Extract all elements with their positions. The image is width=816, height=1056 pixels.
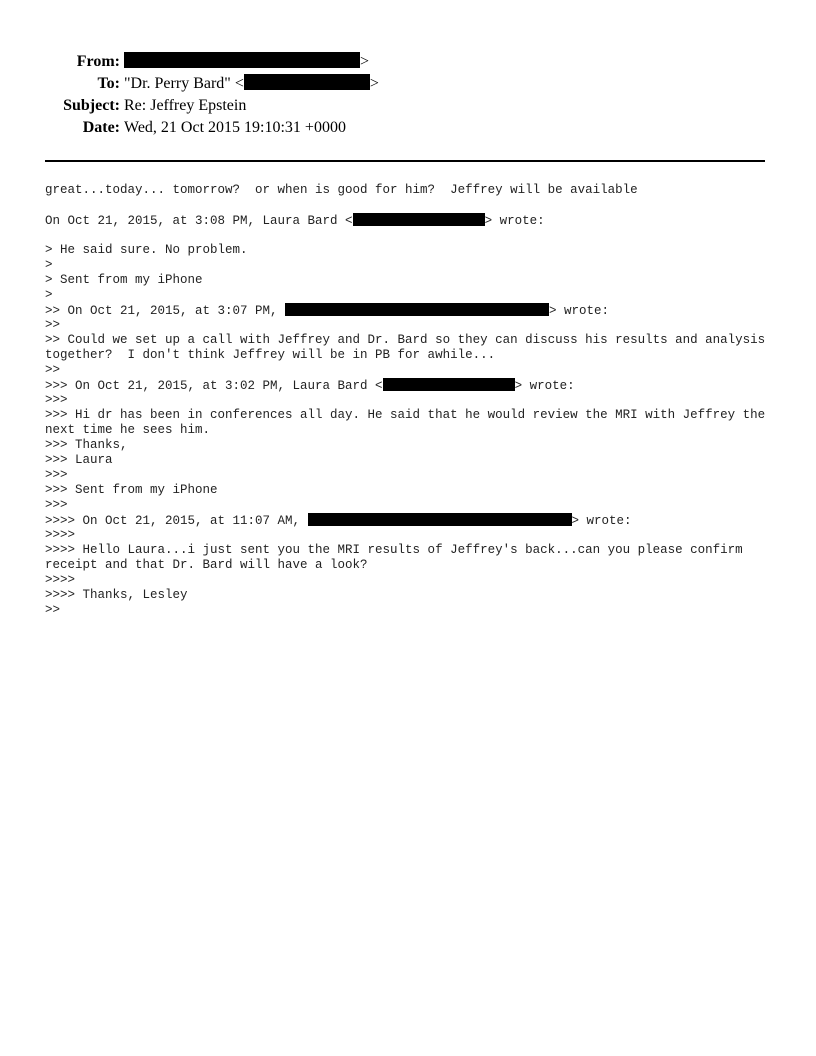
quoted-line: > xyxy=(45,288,53,302)
date-value: Wed, 21 Oct 2015 19:10:31 +0000 xyxy=(124,119,346,136)
quoted-line: >>> xyxy=(45,498,68,512)
to-row xyxy=(0,74,816,94)
to-label: To: xyxy=(97,75,120,92)
reply-header-prefix: On Oct 21, 2015, at 3:08 PM, Laura Bard < xyxy=(45,214,353,228)
email-body xyxy=(45,183,780,618)
body-line: great...today... tomorrow? or when is good for him? Jeffrey will be available xyxy=(45,183,638,197)
redaction-block xyxy=(308,513,572,526)
to-name: "Dr. Perry Bard" < xyxy=(124,75,244,92)
from-suffix: > xyxy=(360,53,370,70)
quoted-line: >>>> xyxy=(45,528,76,542)
to-suffix: > xyxy=(369,75,379,92)
quoted-line: >> xyxy=(45,603,61,617)
date-row xyxy=(0,118,816,138)
quoted-header-prefix: >>>> On Oct 21, 2015, at 11:07 AM, xyxy=(45,514,308,528)
quoted-header-line xyxy=(45,378,780,393)
blank-line xyxy=(45,228,780,243)
blank-line xyxy=(45,198,780,213)
quoted-line: >>> Laura xyxy=(45,453,113,467)
redaction-block xyxy=(244,74,370,90)
quoted-line: >>>> Thanks, Lesley xyxy=(45,588,188,602)
quoted-header-suffix: > wrote: xyxy=(571,514,632,528)
redaction-block xyxy=(124,52,360,68)
quoted-line: >>> xyxy=(45,468,68,482)
subject-value: Re: Jeffrey Epstein xyxy=(124,97,247,114)
from-label: From: xyxy=(76,53,120,70)
quoted-line: >>>> Hello Laura...i just sent you the MRI results of Jeffrey's back...can you please confirm receipt and that Dr. Bard will have a look? xyxy=(45,543,751,572)
quoted-header-prefix: >>> On Oct 21, 2015, at 3:02 PM, Laura Bard < xyxy=(45,379,383,393)
quoted-line: >>>> xyxy=(45,573,76,587)
quoted-line: > xyxy=(45,258,53,272)
quoted-line: >>> Hi dr has been in conferences all day. He said that he would review the MRI with Jeffrey the next time he sees him. xyxy=(45,408,773,437)
quoted-header-line xyxy=(45,513,780,528)
quoted-line: > Sent from my iPhone xyxy=(45,273,203,287)
from-row xyxy=(0,52,816,72)
quoted-line: >>> Sent from my iPhone xyxy=(45,483,218,497)
quoted-line: >>> Thanks, xyxy=(45,438,128,452)
quoted-header-prefix: >> On Oct 21, 2015, at 3:07 PM, xyxy=(45,304,286,318)
header-divider xyxy=(45,160,765,162)
redaction-block xyxy=(353,213,485,226)
redaction-block xyxy=(383,378,515,391)
subject-label: Subject: xyxy=(63,97,120,114)
quoted-line: > He said sure. No problem. xyxy=(45,243,248,257)
quoted-header-line xyxy=(45,303,780,318)
date-label: Date: xyxy=(82,119,120,136)
quoted-line: >> xyxy=(45,363,61,377)
quoted-line: >> xyxy=(45,318,61,332)
to-value xyxy=(124,74,379,94)
from-value xyxy=(124,52,369,72)
redaction-block xyxy=(285,303,549,316)
quoted-line: >> Could we set up a call with Jeffrey and Dr. Bard so they can discuss his results and analysis together? I don't think Jeffrey will be in PB for awhile... xyxy=(45,333,773,362)
reply-header-suffix: > wrote: xyxy=(484,214,545,228)
quoted-header-suffix: > wrote: xyxy=(514,379,575,393)
quoted-header-suffix: > wrote: xyxy=(549,304,610,318)
quoted-line: >>> xyxy=(45,393,68,407)
subject-row xyxy=(0,96,816,116)
reply-header-line xyxy=(45,213,780,228)
